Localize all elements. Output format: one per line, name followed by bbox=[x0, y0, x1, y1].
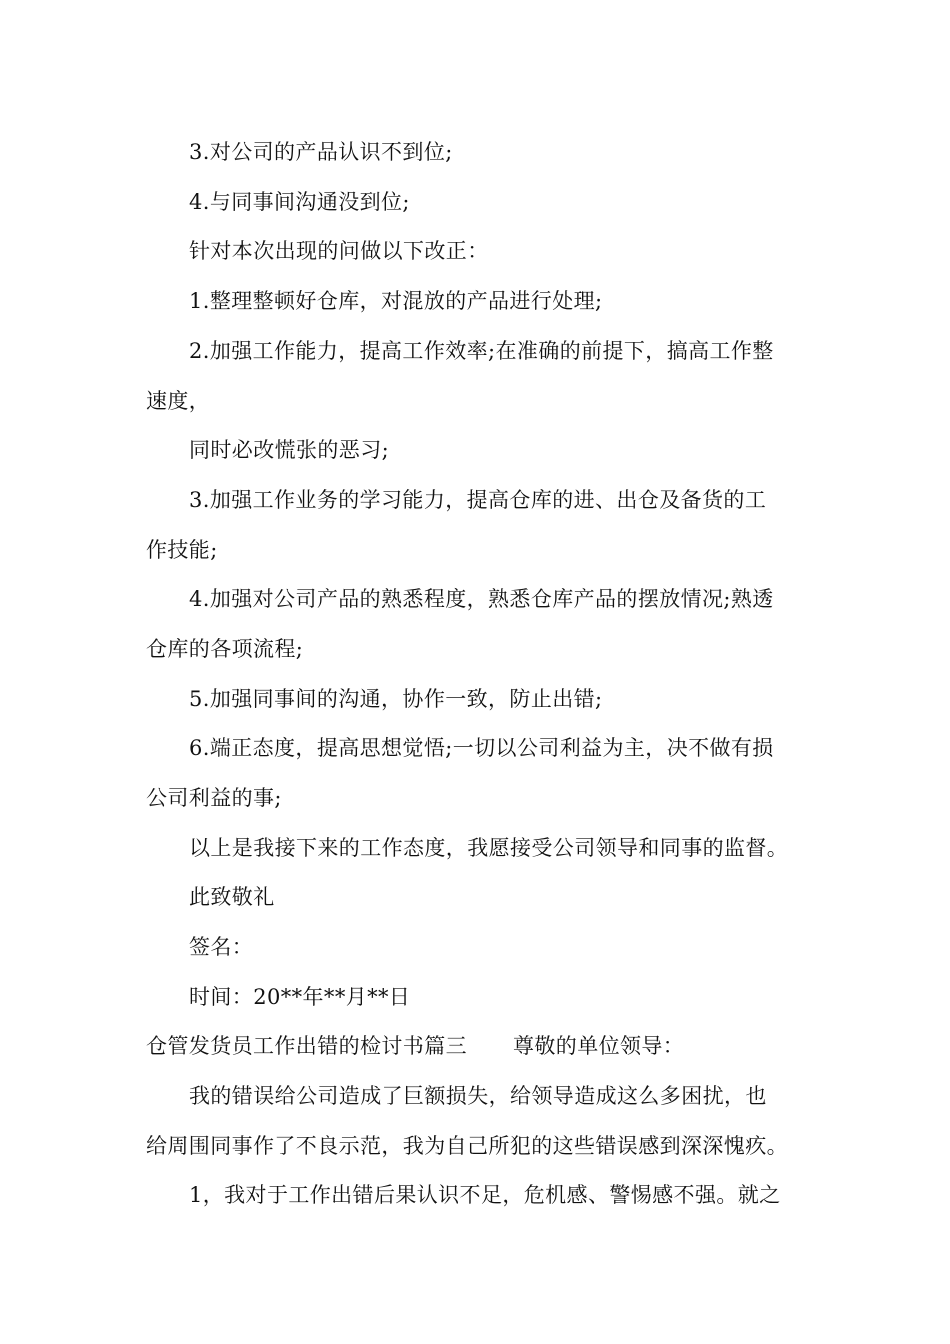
paragraph-line: 针对本次出现的问做以下改正： bbox=[189, 239, 489, 263]
paragraph-line: 5.加强同事间的沟通，协作一致，防止出错; bbox=[189, 687, 603, 711]
paragraph-line: 4.加强对公司产品的熟悉程度，熟悉仓库产品的摆放情况;熟透 bbox=[189, 587, 774, 611]
paragraph-line: 3.对公司的产品认识不到位; bbox=[189, 140, 453, 164]
paragraph-line: 4.与同事间沟通没到位; bbox=[189, 190, 410, 214]
paragraph-line: 作技能; bbox=[146, 538, 218, 562]
paragraph-line: 以上是我接下来的工作态度，我愿接受公司领导和同事的监督。 bbox=[189, 836, 789, 860]
date-line: 时间：20**年**月**日 bbox=[189, 985, 411, 1009]
paragraph-line: 速度， bbox=[146, 389, 211, 413]
signature-line: 签名： bbox=[189, 935, 254, 959]
paragraph-line: 6.端正态度，提高思想觉悟;一切以公司利益为主，决不做有损 bbox=[189, 736, 774, 760]
paragraph-line: 给周围同事作了不良示范，我为自己所犯的这些错误感到深深愧疚。 bbox=[146, 1134, 788, 1158]
paragraph-line: 仓库的各项流程; bbox=[146, 637, 304, 661]
salutation: 尊敬的单位领导： bbox=[513, 1034, 685, 1058]
paragraph-line: 公司利益的事; bbox=[146, 786, 282, 810]
paragraph-line: 3.加强工作业务的学习能力，提高仓库的进、出仓及备货的工 bbox=[189, 488, 767, 512]
paragraph-line: 我的错误给公司造成了巨额损失，给领导造成这么多困扰，也 bbox=[189, 1084, 767, 1108]
paragraph-line: 2.加强工作能力，提高工作效率;在准确的前提下，搞高工作整 bbox=[189, 339, 774, 363]
closing-line: 此致敬礼 bbox=[189, 885, 275, 909]
section-title: 仓管发货员工作出错的检讨书篇三 bbox=[146, 1034, 467, 1058]
paragraph-line: 1.整理整顿好仓库，对混放的产品进行处理; bbox=[189, 289, 603, 313]
paragraph-line: 同时必改慌张的恶习; bbox=[189, 438, 390, 462]
paragraph-line: 1，我对于工作出错后果认识不足，危机感、警惕感不强。就之 bbox=[189, 1183, 781, 1207]
section-heading bbox=[146, 1033, 684, 1059]
